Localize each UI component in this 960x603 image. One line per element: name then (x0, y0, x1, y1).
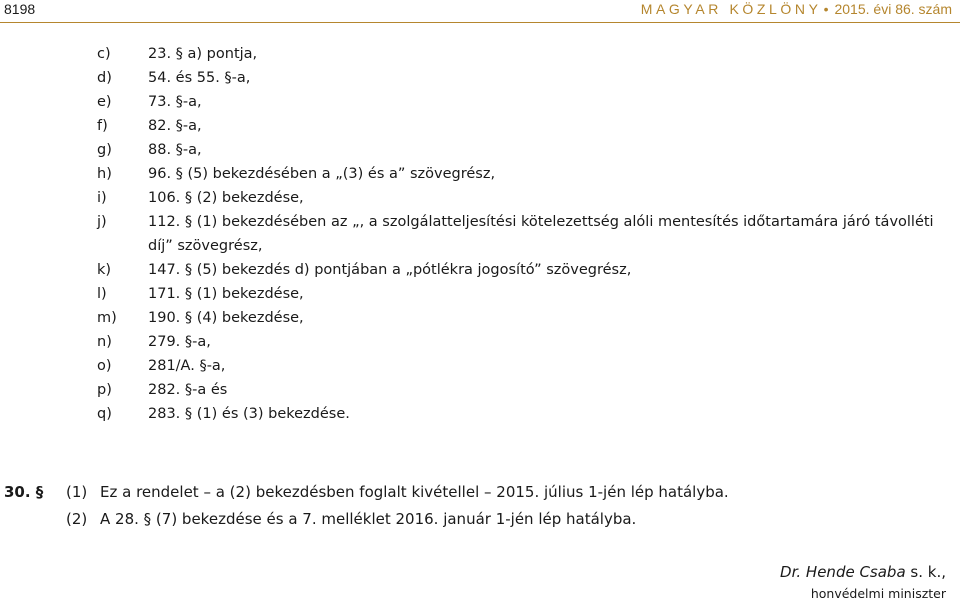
list-item-label: q) (97, 406, 112, 422)
list-item-text: 106. § (2) bekezdése, (148, 190, 304, 206)
journal-header (641, 1, 952, 17)
list-item-label: c) (97, 46, 111, 62)
list-item-text: 190. § (4) bekezdése, (148, 310, 304, 326)
subsection-label: (1) (66, 483, 88, 501)
list-item-label: n) (97, 334, 112, 350)
list-item-text: 171. § (1) bekezdése, (148, 286, 304, 302)
list-item-label: j) (97, 214, 107, 230)
list-item-label: i) (97, 190, 107, 206)
list-item-text: 281/A. §-a, (148, 358, 226, 374)
list-item (0, 138, 960, 162)
list-item (0, 210, 960, 258)
list-item (0, 258, 960, 282)
list-item (0, 66, 960, 90)
list-item-text: 96. § (5) bekezdésében a „(3) és a” szövegrész, (148, 166, 496, 182)
list-item-text: 23. § a) pontja, (148, 46, 258, 62)
list-item (0, 402, 960, 426)
list-item (0, 306, 960, 330)
subsection-text: A 28. § (7) bekezdése és a 7. melléklet 2016. január 1-jén lép hatályba. (100, 510, 637, 528)
list-item-text: 54. és 55. §-a, (148, 70, 251, 86)
header-rule (0, 22, 960, 23)
section-number: 30. § (4, 483, 44, 501)
header-separator: • (823, 1, 829, 17)
list-item-text: 279. §-a, (148, 334, 211, 350)
signatory-suffix: s. k., (905, 563, 946, 581)
subsection-text: Ez a rendelet – a (2) bekezdésben foglalt kivétellel – 2015. július 1-jén lép hatályba. (100, 483, 729, 501)
list-item (0, 90, 960, 114)
list-item-label: p) (97, 382, 112, 398)
list-item (0, 162, 960, 186)
list-item-label: d) (97, 70, 112, 86)
list-item (0, 114, 960, 138)
repeal-list (0, 42, 960, 426)
list-item (0, 330, 960, 354)
list-item-text: 73. §-a, (148, 94, 202, 110)
list-item-label: o) (97, 358, 112, 374)
journal-title: MAGYAR KÖZLÖNY (640, 1, 822, 17)
list-item-label: l) (97, 286, 107, 302)
signatory-name (780, 560, 946, 584)
list-item-label: f) (97, 118, 108, 134)
list-item-label: m) (97, 310, 117, 326)
list-item-text: 282. §-a és (148, 382, 228, 398)
list-item (0, 378, 960, 402)
list-item-label: h) (97, 166, 112, 182)
signature-block (780, 560, 946, 603)
signatory-name-text: Dr. Hende Csaba (780, 563, 906, 581)
list-item-text: 147. § (5) bekezdés d) pontjában a „pótlékra jogosító” szövegrész, (148, 262, 632, 278)
list-item-label: k) (97, 262, 112, 278)
list-item-text: 112. § (1) bekezdésében az „, a szolgálatteljesítési kötelezettség alóli mentesítés időtartamára járó távolléti díj” szövegrész, (148, 214, 934, 254)
list-item-label: g) (97, 142, 112, 158)
list-item (0, 42, 960, 66)
list-item-label: e) (97, 94, 112, 110)
list-item (0, 282, 960, 306)
list-item-text: 88. §-a, (148, 142, 202, 158)
list-item-text: 283. § (1) és (3) bekezdése. (148, 406, 350, 422)
signatory-title: honvédelmi miniszter (810, 586, 946, 601)
list-item-text: 82. §-a, (148, 118, 202, 134)
list-item (0, 354, 960, 378)
issue-label: 2015. évi 86. szám (834, 1, 952, 17)
page-header (0, 0, 960, 22)
subsection-label: (2) (66, 510, 88, 528)
list-item (0, 186, 960, 210)
page-number: 8198 (4, 1, 36, 17)
